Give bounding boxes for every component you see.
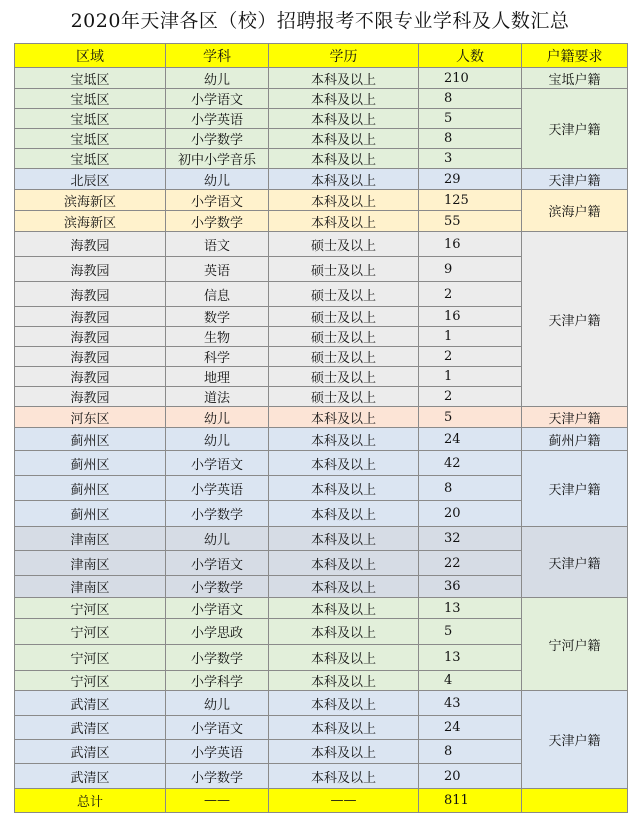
cell-education: 本科及以上 xyxy=(269,68,419,89)
cell-district: 蓟州区 xyxy=(15,451,166,476)
cell-district: 津南区 xyxy=(15,576,166,598)
cell-education: 本科及以上 xyxy=(269,691,419,716)
cell-education: 硕士及以上 xyxy=(269,327,419,347)
cell-education: 本科及以上 xyxy=(269,576,419,598)
table-row xyxy=(15,691,628,716)
cell-education: 硕士及以上 xyxy=(269,387,419,407)
cell-subject: 小学语文 xyxy=(166,451,269,476)
table-header-row xyxy=(15,44,628,68)
cell-district: 海教园 xyxy=(15,307,166,327)
cell-district: 海教园 xyxy=(15,232,166,257)
cell-residency: 蓟州户籍 xyxy=(522,428,628,451)
cell-district: 蓟州区 xyxy=(15,501,166,527)
cell-education: 本科及以上 xyxy=(269,501,419,527)
cell-residency: 天津户籍 xyxy=(522,232,628,407)
cell-subject: 小学语文 xyxy=(166,89,269,109)
cell-count: 43 xyxy=(419,691,522,716)
cell-education: 本科及以上 xyxy=(269,211,419,232)
cell-subject: 小学数学 xyxy=(166,576,269,598)
cell-education: 本科及以上 xyxy=(269,740,419,764)
cell-district: 宝坻区 xyxy=(15,89,166,109)
cell-subject: 信息 xyxy=(166,282,269,307)
cell-subject: 小学数学 xyxy=(166,211,269,232)
header-education: 学历 xyxy=(269,44,419,68)
cell-count: 125 xyxy=(419,190,522,211)
cell-count: 1 xyxy=(419,327,522,347)
cell-residency: 滨海户籍 xyxy=(522,190,628,232)
cell-education: 本科及以上 xyxy=(269,190,419,211)
cell-residency: 宝坻户籍 xyxy=(522,68,628,89)
cell-education: 本科及以上 xyxy=(269,129,419,149)
cell-education: 硕士及以上 xyxy=(269,257,419,282)
cell-education: 本科及以上 xyxy=(269,645,419,671)
cell-district: 武清区 xyxy=(15,691,166,716)
cell-district: 宁河区 xyxy=(15,671,166,691)
cell-count: 8 xyxy=(419,476,522,501)
cell-subject: 幼儿 xyxy=(166,428,269,451)
cell-district: 宝坻区 xyxy=(15,129,166,149)
cell-count: 24 xyxy=(419,428,522,451)
cell-count: 36 xyxy=(419,576,522,598)
cell-count: 2 xyxy=(419,282,522,307)
total-label: 总计 xyxy=(15,789,166,813)
cell-district: 海教园 xyxy=(15,257,166,282)
cell-subject: 幼儿 xyxy=(166,527,269,551)
cell-district: 武清区 xyxy=(15,716,166,740)
cell-residency: 天津户籍 xyxy=(522,89,628,169)
cell-district: 蓟州区 xyxy=(15,476,166,501)
cell-district: 宁河区 xyxy=(15,619,166,645)
cell-subject: 生物 xyxy=(166,327,269,347)
cell-education: 硕士及以上 xyxy=(269,367,419,387)
cell-residency: 天津户籍 xyxy=(522,169,628,190)
cell-subject: 道法 xyxy=(166,387,269,407)
cell-subject: 小学语文 xyxy=(166,190,269,211)
cell-education: 本科及以上 xyxy=(269,598,419,619)
cell-count: 5 xyxy=(419,109,522,129)
cell-district: 武清区 xyxy=(15,764,166,789)
cell-education: 本科及以上 xyxy=(269,671,419,691)
cell-subject: 小学英语 xyxy=(166,109,269,129)
cell-count: 55 xyxy=(419,211,522,232)
cell-subject: 小学语文 xyxy=(166,551,269,576)
cell-district: 蓟州区 xyxy=(15,428,166,451)
cell-residency: 天津户籍 xyxy=(522,691,628,789)
cell-count: 29 xyxy=(419,169,522,190)
total-subject: —— xyxy=(166,789,269,813)
cell-count: 2 xyxy=(419,347,522,367)
cell-count: 22 xyxy=(419,551,522,576)
total-education: —— xyxy=(269,789,419,813)
cell-education: 本科及以上 xyxy=(269,551,419,576)
cell-subject: 小学数学 xyxy=(166,764,269,789)
cell-education: 本科及以上 xyxy=(269,169,419,190)
cell-subject: 科学 xyxy=(166,347,269,367)
cell-count: 5 xyxy=(419,619,522,645)
header-district: 区域 xyxy=(15,44,166,68)
table-row xyxy=(15,169,628,190)
table-row xyxy=(15,407,628,428)
cell-district: 滨海新区 xyxy=(15,211,166,232)
cell-district: 海教园 xyxy=(15,327,166,347)
cell-subject: 小学语文 xyxy=(166,716,269,740)
cell-district: 宁河区 xyxy=(15,645,166,671)
cell-subject: 小学语文 xyxy=(166,598,269,619)
cell-residency: 天津户籍 xyxy=(522,527,628,598)
cell-district: 北辰区 xyxy=(15,169,166,190)
cell-district: 宝坻区 xyxy=(15,109,166,129)
cell-district: 宁河区 xyxy=(15,598,166,619)
cell-subject: 幼儿 xyxy=(166,407,269,428)
cell-education: 本科及以上 xyxy=(269,407,419,428)
recruitment-table xyxy=(14,43,628,813)
total-row xyxy=(15,789,628,813)
cell-count: 8 xyxy=(419,740,522,764)
cell-education: 硕士及以上 xyxy=(269,232,419,257)
cell-district: 宝坻区 xyxy=(15,68,166,89)
cell-count: 42 xyxy=(419,451,522,476)
cell-subject: 初中小学音乐 xyxy=(166,149,269,169)
cell-subject: 数学 xyxy=(166,307,269,327)
total-residency xyxy=(522,789,628,813)
cell-education: 本科及以上 xyxy=(269,716,419,740)
cell-education: 本科及以上 xyxy=(269,764,419,789)
cell-district: 滨海新区 xyxy=(15,190,166,211)
table-row xyxy=(15,451,628,476)
cell-subject: 小学数学 xyxy=(166,645,269,671)
cell-district: 津南区 xyxy=(15,527,166,551)
page-title: 2020年天津各区（校）招聘报考不限专业学科及人数汇总 xyxy=(70,10,570,32)
table-row xyxy=(15,598,628,619)
cell-district: 海教园 xyxy=(15,282,166,307)
cell-district: 海教园 xyxy=(15,347,166,367)
cell-education: 硕士及以上 xyxy=(269,307,419,327)
table-row xyxy=(15,527,628,551)
cell-count: 24 xyxy=(419,716,522,740)
cell-subject: 幼儿 xyxy=(166,169,269,190)
cell-education: 本科及以上 xyxy=(269,619,419,645)
table-row xyxy=(15,232,628,257)
cell-residency: 天津户籍 xyxy=(522,407,628,428)
cell-education: 本科及以上 xyxy=(269,451,419,476)
cell-education: 本科及以上 xyxy=(269,428,419,451)
cell-education: 本科及以上 xyxy=(269,476,419,501)
cell-district: 宝坻区 xyxy=(15,149,166,169)
cell-count: 32 xyxy=(419,527,522,551)
cell-education: 硕士及以上 xyxy=(269,282,419,307)
cell-district: 津南区 xyxy=(15,551,166,576)
cell-count: 8 xyxy=(419,89,522,109)
cell-count: 210 xyxy=(419,68,522,89)
cell-count: 16 xyxy=(419,232,522,257)
cell-count: 13 xyxy=(419,598,522,619)
cell-district: 海教园 xyxy=(15,387,166,407)
cell-subject: 小学英语 xyxy=(166,476,269,501)
header-subject: 学科 xyxy=(166,44,269,68)
cell-subject: 语文 xyxy=(166,232,269,257)
cell-subject: 英语 xyxy=(166,257,269,282)
cell-subject: 地理 xyxy=(166,367,269,387)
cell-count: 20 xyxy=(419,764,522,789)
cell-district: 河东区 xyxy=(15,407,166,428)
cell-subject: 幼儿 xyxy=(166,691,269,716)
total-count: 811 xyxy=(419,789,522,813)
cell-education: 本科及以上 xyxy=(269,109,419,129)
cell-count: 13 xyxy=(419,645,522,671)
cell-subject: 小学数学 xyxy=(166,501,269,527)
cell-education: 硕士及以上 xyxy=(269,347,419,367)
table-row xyxy=(15,68,628,89)
cell-count: 20 xyxy=(419,501,522,527)
cell-count: 5 xyxy=(419,407,522,428)
cell-count: 3 xyxy=(419,149,522,169)
cell-count: 1 xyxy=(419,367,522,387)
cell-count: 4 xyxy=(419,671,522,691)
cell-subject: 小学科学 xyxy=(166,671,269,691)
cell-residency: 天津户籍 xyxy=(522,451,628,527)
cell-education: 本科及以上 xyxy=(269,149,419,169)
header-residency: 户籍要求 xyxy=(522,44,628,68)
header-count: 人数 xyxy=(419,44,522,68)
table-row xyxy=(15,428,628,451)
cell-count: 9 xyxy=(419,257,522,282)
cell-subject: 小学英语 xyxy=(166,740,269,764)
cell-subject: 幼儿 xyxy=(166,68,269,89)
cell-education: 本科及以上 xyxy=(269,527,419,551)
cell-count: 16 xyxy=(419,307,522,327)
cell-residency: 宁河户籍 xyxy=(522,598,628,691)
cell-subject: 小学数学 xyxy=(166,129,269,149)
cell-education: 本科及以上 xyxy=(269,89,419,109)
table-row xyxy=(15,190,628,211)
cell-count: 8 xyxy=(419,129,522,149)
cell-subject: 小学思政 xyxy=(166,619,269,645)
table-row xyxy=(15,89,628,109)
cell-district: 海教园 xyxy=(15,367,166,387)
cell-count: 2 xyxy=(419,387,522,407)
cell-district: 武清区 xyxy=(15,740,166,764)
